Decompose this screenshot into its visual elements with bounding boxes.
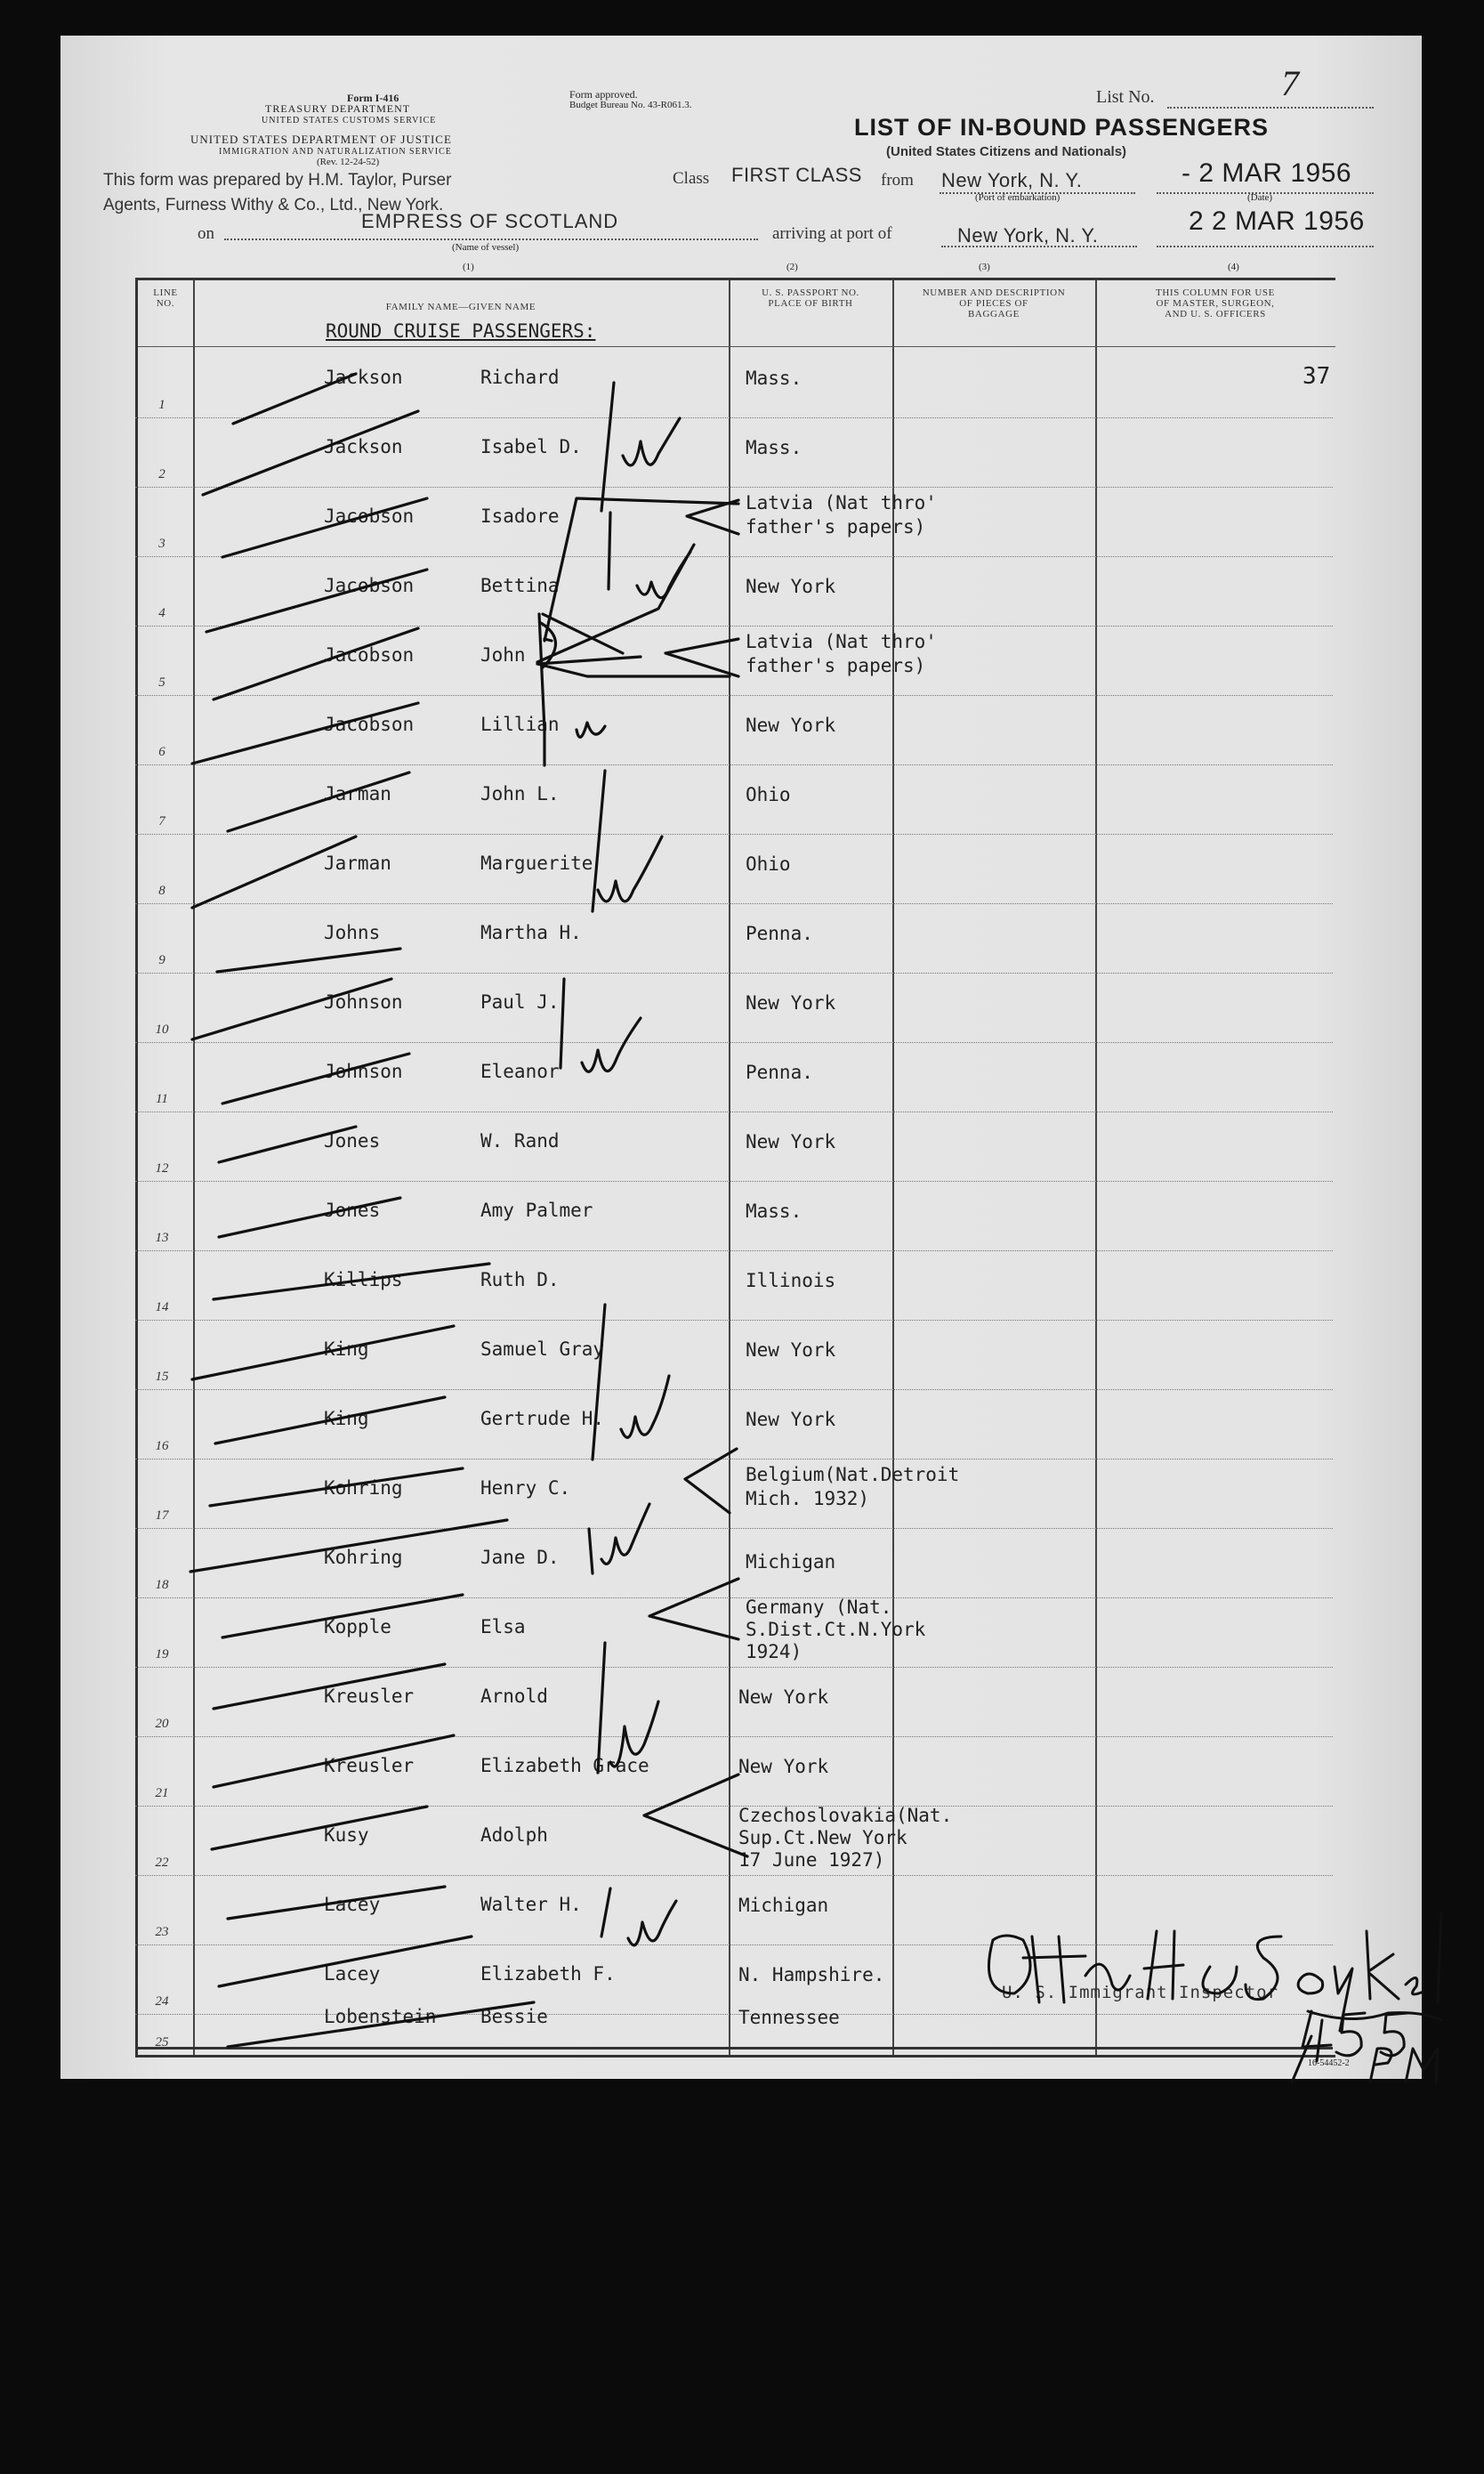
family-name: Kreusler bbox=[324, 1755, 415, 1776]
place-of-birth: Michigan bbox=[738, 1895, 829, 1916]
table-row bbox=[135, 349, 1333, 418]
line-number: 20 bbox=[155, 1717, 169, 1731]
line-number: 5 bbox=[158, 675, 165, 690]
table-row bbox=[135, 1876, 1333, 1945]
table-row bbox=[135, 1945, 1333, 2015]
family-name: Jarman bbox=[324, 853, 391, 874]
table-row bbox=[135, 1598, 1333, 1668]
justice-department: UNITED STATES DEPARTMENT OF JUSTICE bbox=[190, 133, 452, 146]
arrival-date-stamp: 2 2 MAR 1956 bbox=[1189, 206, 1365, 236]
given-name: Elizabeth Grace bbox=[480, 1755, 649, 1776]
given-name: John bbox=[480, 644, 526, 666]
place-of-birth: New York bbox=[746, 1339, 836, 1361]
given-name: Lillian bbox=[480, 714, 560, 735]
prepared-by: This form was prepared by H.M. Taylor, Purser bbox=[103, 171, 452, 190]
line-number: 14 bbox=[155, 1300, 169, 1314]
given-name: Isadore bbox=[480, 505, 560, 527]
line-number: 9 bbox=[158, 953, 165, 967]
given-name: Gertrude H. bbox=[480, 1408, 605, 1429]
form-approved: Form approved. bbox=[569, 88, 638, 101]
table-row bbox=[135, 1390, 1333, 1459]
line-number: 13 bbox=[155, 1231, 169, 1245]
given-name: Elizabeth F. bbox=[480, 1963, 616, 1985]
family-name: Jacobson bbox=[324, 714, 415, 735]
given-name: Marguerite bbox=[480, 853, 593, 874]
caption-1: (1) bbox=[463, 262, 474, 272]
caption-3: (3) bbox=[979, 262, 990, 272]
line-number: 22 bbox=[155, 1856, 169, 1870]
family-name: Jarman bbox=[324, 783, 391, 804]
signature-name bbox=[996, 1913, 1007, 1914]
given-name: Amy Palmer bbox=[480, 1200, 593, 1221]
place-of-birth: Tennessee bbox=[738, 2007, 840, 2028]
place-of-birth: Belgium(Nat.Detroit Mich. 1932) bbox=[746, 1464, 960, 1509]
place-of-birth: Mass. bbox=[746, 437, 802, 458]
line-number: 6 bbox=[158, 745, 165, 759]
departure-date-stamp: - 2 MAR 1956 bbox=[1182, 158, 1352, 188]
place-of-birth: Latvia (Nat thro' father's papers) bbox=[746, 492, 937, 538]
table-row bbox=[135, 1668, 1333, 1737]
place-of-birth: New York bbox=[746, 1409, 836, 1430]
header-baggage: NUMBER AND DESCRIPTION OF PIECES OF BAGGAGE bbox=[922, 287, 1066, 319]
given-name: Bessie bbox=[480, 2006, 548, 2027]
table-row bbox=[135, 835, 1333, 904]
table-row bbox=[135, 1251, 1333, 1321]
place-of-birth: Penna. bbox=[746, 923, 813, 944]
customs-service: UNITED STATES CUSTOMS SERVICE bbox=[262, 116, 437, 125]
form-revision: (Rev. 12-24-52) bbox=[317, 157, 380, 167]
family-name: Kohring bbox=[324, 1547, 403, 1568]
line-number: 11 bbox=[156, 1092, 168, 1106]
footer-code: 16-54452-2 bbox=[1308, 2058, 1350, 2068]
given-name: Adolph bbox=[480, 1824, 548, 1846]
line-number: 19 bbox=[155, 1647, 169, 1661]
family-name: Kreusler bbox=[324, 1686, 415, 1707]
family-name: Kopple bbox=[324, 1616, 391, 1637]
family-name: Jones bbox=[324, 1200, 381, 1221]
class-value: FIRST CLASS bbox=[731, 164, 862, 186]
line-number: 8 bbox=[158, 884, 165, 898]
officer-remark: 37 bbox=[1303, 363, 1331, 390]
family-name: Johns bbox=[324, 922, 381, 943]
header-officers: THIS COLUMN FOR USE OF MASTER, SURGEON, AND U. S. OFFICERS bbox=[1156, 287, 1275, 319]
line-number: 15 bbox=[155, 1370, 169, 1384]
table-row bbox=[135, 1112, 1333, 1182]
place-of-birth: Latvia (Nat thro' father's papers) bbox=[746, 631, 937, 676]
family-name: Kohring bbox=[324, 1477, 403, 1499]
family-name: Lacey bbox=[324, 1963, 381, 1985]
line-number: 24 bbox=[155, 1994, 169, 2009]
given-name: W. Rand bbox=[480, 1130, 560, 1152]
given-name: Bettina bbox=[480, 575, 560, 596]
place-of-birth: N. Hampshire. bbox=[738, 1964, 885, 1985]
table-row bbox=[135, 1182, 1333, 1251]
embarkation-port: New York, N. Y. bbox=[941, 169, 1083, 191]
table-row bbox=[135, 974, 1333, 1043]
on-label: on bbox=[198, 224, 214, 243]
form-number: Form I-416 bbox=[347, 92, 399, 104]
family-name: Killips bbox=[324, 1269, 403, 1290]
family-name: Jacobson bbox=[324, 575, 415, 596]
given-name: Martha H. bbox=[480, 922, 582, 943]
ins-service: IMMIGRATION AND NATURALIZATION SERVICE bbox=[219, 147, 452, 157]
family-name: King bbox=[324, 1338, 369, 1360]
place-of-birth: Mass. bbox=[746, 368, 802, 389]
form-subtitle: (United States Citizens and Nationals) bbox=[886, 144, 1127, 159]
place-of-birth: Penna. bbox=[746, 1062, 813, 1083]
treasury-department: TREASURY DEPARTMENT bbox=[265, 102, 411, 115]
arriving-label: arriving at port of bbox=[772, 224, 892, 243]
list-no-label: List No. bbox=[1096, 87, 1155, 107]
line-number: 17 bbox=[155, 1508, 169, 1523]
place-of-birth: Ohio bbox=[746, 853, 791, 875]
given-name: Arnold bbox=[480, 1686, 548, 1707]
header-name: FAMILY NAME—GIVEN NAME bbox=[385, 302, 536, 312]
place-of-birth: Ohio bbox=[746, 784, 791, 805]
place-of-birth: Illinois bbox=[746, 1270, 836, 1291]
vessel-caption: (Name of vessel) bbox=[452, 242, 520, 253]
given-name: Eleanor bbox=[480, 1061, 560, 1082]
inspector-title: U. S. Immigrant Inspector bbox=[1002, 1983, 1278, 2002]
table-row bbox=[135, 2006, 1333, 2050]
vessel-name: EMPRESS OF SCOTLAND bbox=[361, 210, 619, 232]
table-row bbox=[135, 696, 1333, 765]
table-row bbox=[135, 1459, 1333, 1529]
place-of-birth: Germany (Nat. S.Dist.Ct.N.York 1924) bbox=[746, 1597, 926, 1662]
family-name: Lobenstein bbox=[324, 2006, 437, 2027]
family-name: Jacobson bbox=[324, 505, 415, 527]
given-name: Henry C. bbox=[480, 1477, 571, 1499]
table-row bbox=[135, 1321, 1333, 1390]
signature-note bbox=[1308, 2038, 1312, 2039]
table-row bbox=[135, 557, 1333, 627]
header-passport: U. S. PASSPORT NO. PLACE OF BIRTH bbox=[762, 287, 859, 309]
family-name: Johnson bbox=[324, 991, 403, 1013]
given-name: Walter H. bbox=[480, 1894, 582, 1915]
given-name: Elsa bbox=[480, 1616, 526, 1637]
given-name: Jane D. bbox=[480, 1547, 560, 1568]
line-number: 3 bbox=[158, 537, 165, 551]
form-title: LIST OF IN-BOUND PASSENGERS bbox=[854, 114, 1270, 141]
place-of-birth: Czechoslovakia(Nat. Sup.Ct.New York 17 June 1927) bbox=[738, 1805, 953, 1871]
line-number: 7 bbox=[158, 814, 165, 829]
from-label: from bbox=[881, 171, 914, 190]
place-of-birth: New York bbox=[746, 576, 836, 597]
caption-4: (4) bbox=[1228, 262, 1239, 272]
line-number: 16 bbox=[155, 1439, 169, 1453]
line-number: 1 bbox=[158, 398, 165, 412]
section-label: ROUND CRUISE PASSENGERS: bbox=[326, 320, 596, 342]
table-row bbox=[135, 1529, 1333, 1598]
table-row bbox=[135, 418, 1333, 488]
place-of-birth: New York bbox=[738, 1686, 829, 1708]
given-name: John L. bbox=[480, 783, 560, 804]
line-number: 18 bbox=[155, 1578, 169, 1592]
table-row bbox=[135, 1043, 1333, 1112]
given-name: Samuel Gray bbox=[480, 1338, 605, 1360]
agents-line: Agents, Furness Withy & Co., Ltd., New York. bbox=[103, 196, 444, 214]
given-name: Paul J. bbox=[480, 991, 560, 1013]
list-no-value: 7 bbox=[1281, 63, 1299, 103]
line-number: 12 bbox=[155, 1161, 169, 1176]
family-name: Jones bbox=[324, 1130, 381, 1152]
header-line-no: LINE NO. bbox=[153, 287, 178, 309]
table-row bbox=[135, 765, 1333, 835]
place-of-birth: Michigan bbox=[746, 1551, 836, 1573]
line-number: 2 bbox=[158, 467, 165, 481]
place-of-birth: Mass. bbox=[746, 1201, 802, 1222]
place-of-birth: New York bbox=[746, 992, 836, 1014]
line-number: 10 bbox=[155, 1023, 169, 1037]
arrival-port: New York, N. Y. bbox=[957, 224, 1099, 247]
date-caption: (Date) bbox=[1247, 192, 1273, 203]
family-name: King bbox=[324, 1408, 369, 1429]
family-name: Kusy bbox=[324, 1824, 369, 1846]
family-name: Lacey bbox=[324, 1894, 381, 1915]
class-label: Class bbox=[673, 169, 710, 188]
line-number: 21 bbox=[155, 1786, 169, 1800]
table-row bbox=[135, 627, 1333, 696]
line-number: 23 bbox=[155, 1925, 169, 1939]
place-of-birth: New York bbox=[746, 1131, 836, 1152]
table-row bbox=[135, 904, 1333, 974]
family-name: Johnson bbox=[324, 1061, 403, 1082]
family-name: Jackson bbox=[324, 367, 403, 388]
budget-bureau: Budget Bureau No. 43-R061.3. bbox=[569, 100, 692, 110]
caption-2: (2) bbox=[786, 262, 798, 272]
table-row bbox=[135, 1807, 1333, 1876]
line-number: 25 bbox=[155, 2035, 169, 2050]
family-name: Jackson bbox=[324, 436, 403, 457]
line-number: 4 bbox=[158, 606, 165, 620]
given-name: Ruth D. bbox=[480, 1269, 560, 1290]
table-row bbox=[135, 488, 1333, 557]
port-caption: (Port of embarkation) bbox=[975, 192, 1061, 203]
table-row bbox=[135, 1737, 1333, 1807]
place-of-birth: New York bbox=[738, 1756, 829, 1777]
place-of-birth: New York bbox=[746, 715, 836, 736]
given-name: Richard bbox=[480, 367, 560, 388]
family-name: Jacobson bbox=[324, 644, 415, 666]
given-name: Isabel D. bbox=[480, 436, 582, 457]
